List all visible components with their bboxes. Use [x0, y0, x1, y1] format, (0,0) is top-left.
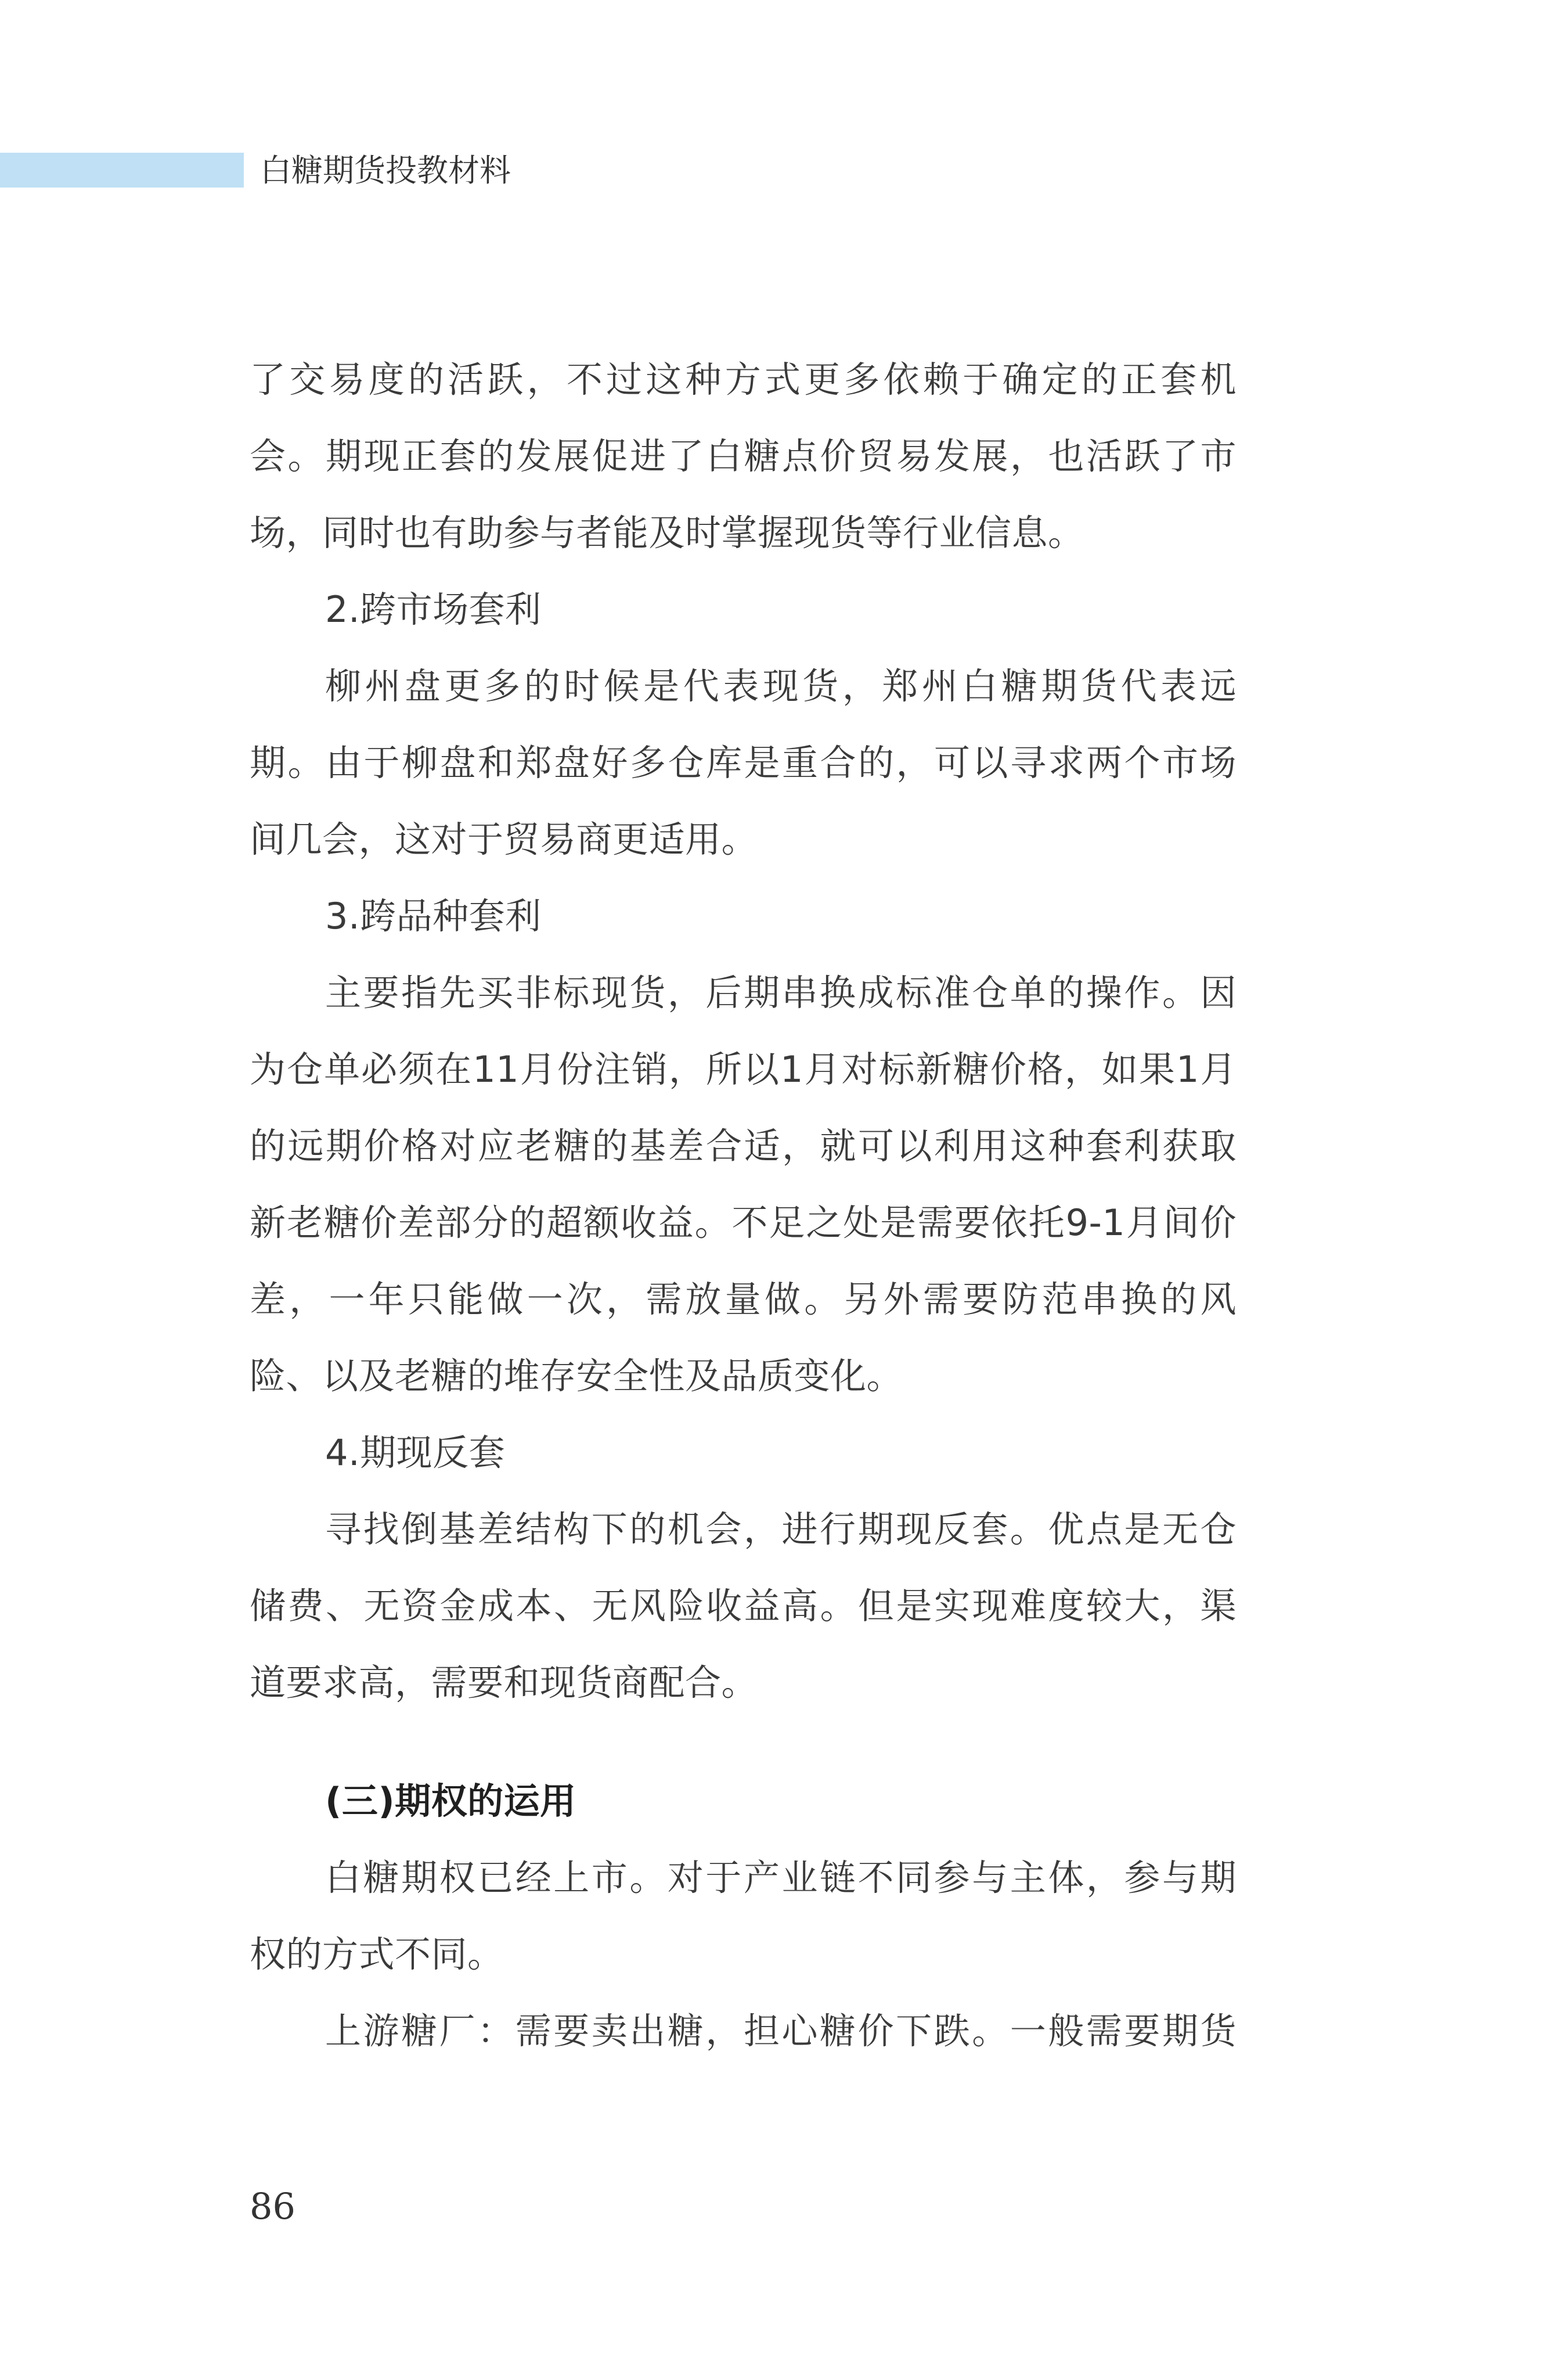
paragraph-line: 期。由于柳盘和郑盘好多仓库是重合的，可以寻求两个市场	[250, 742, 1237, 784]
paragraph-line: 差，一年只能做一次，需放量做。另外需要防范串换的风	[250, 1278, 1237, 1320]
body-text	[250, 341, 1237, 2070]
paragraph-line: 上游糖厂：需要卖出糖，担心糖价下跌。一般需要期货	[325, 2010, 1237, 2052]
header-accent-bar	[0, 153, 244, 188]
paragraph-line: 主要指先买非标现货，后期串换成标准仓单的操作。因	[325, 971, 1237, 1014]
paragraph-line: 会。期现正套的发展促进了白糖点价贸易发展，也活跃了市	[250, 435, 1237, 477]
paragraph-line: 权的方式不同。	[250, 1933, 504, 1975]
running-header-title: 白糖期货投教材料	[260, 152, 511, 189]
paragraph-line: 为仓单必须在11月份注销，所以1月对标新糖价格，如果1月	[250, 1048, 1237, 1091]
paragraph-line: 新老糖价差部分的超额收益。不足之处是需要依托9-1月间价	[250, 1201, 1237, 1244]
paragraph-line: 寻找倒基差结构下的机会，进行期现反套。优点是无仓	[325, 1508, 1237, 1550]
paragraph-line: 了交易度的活跃，不过这种方式更多依赖于确定的正套机	[250, 358, 1237, 401]
subheading-cross-market-arbitrage: 2.跨市场套利	[325, 588, 542, 631]
paragraph-line: 场，同时也有助参与者能及时掌握现货等行业信息。	[250, 512, 1084, 554]
paragraph-line: 柳州盘更多的时候是代表现货，郑州白糖期货代表远	[325, 665, 1237, 707]
section-heading-options: (三)期权的运用	[325, 1780, 576, 1822]
paragraph-line: 险、以及老糖的堆存安全性及品质变化。	[250, 1355, 903, 1397]
paragraph-line: 间几会，这对于贸易商更适用。	[250, 818, 758, 861]
paragraph-line: 储费、无资金成本、无风险收益高。但是实现难度较大，渠	[250, 1585, 1237, 1627]
paragraph-line: 的远期价格对应老糖的基差合适，就可以利用这种套利获取	[250, 1125, 1237, 1167]
page-number: 86	[250, 2185, 295, 2227]
paragraph-line: 道要求高，需要和现货商配合。	[250, 1661, 758, 1704]
subheading-cross-variety-arbitrage: 3.跨品种套利	[325, 895, 542, 937]
subheading-reverse-arbitrage: 4.期现反套	[325, 1431, 506, 1474]
paragraph-line: 白糖期权已经上市。对于产业链不同参与主体，参与期	[325, 1856, 1237, 1899]
